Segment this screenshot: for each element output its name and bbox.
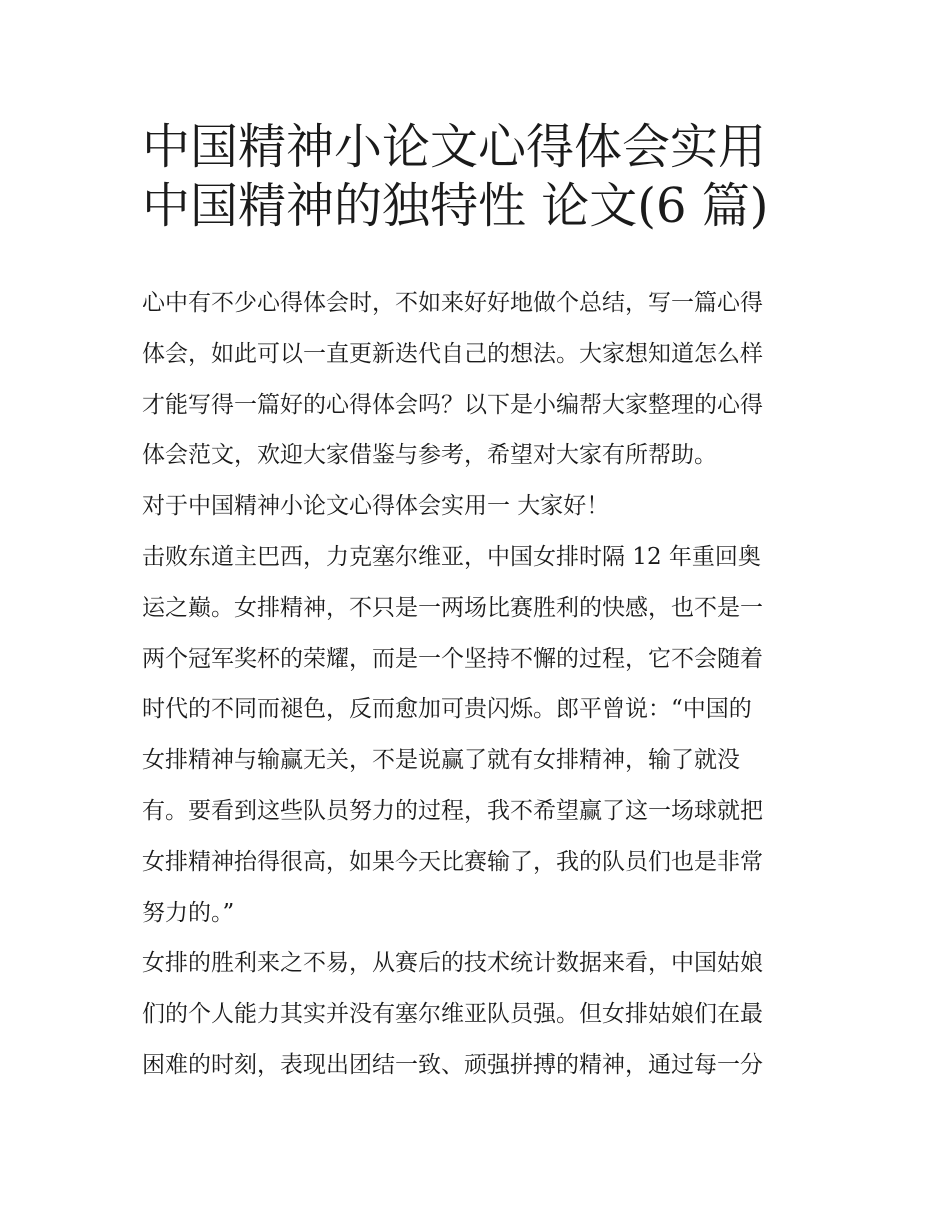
body-line: 运之巅。女排精神，不只是一两场比赛胜利的快感，也不是一 [142, 594, 763, 621]
body-line: 努力的。” [142, 899, 235, 926]
document-body [142, 278, 822, 1091]
body-line: 女排精神抬得很高，如果今天比赛输了，我的队员们也是非常 [142, 848, 763, 875]
section-heading: 对于中国精神小论文心得体会实用一 大家好！ [142, 493, 610, 520]
body-line: 击败东道主巴西，力克塞尔维亚，中国女排时隔 12 年重回奥 [142, 543, 761, 570]
body-line: 女排的胜利来之不易，从赛后的技术统计数据来看，中国姑娘 [142, 950, 763, 977]
body-line: 体会，如此可以一直更新迭代自己的想法。大家想知道怎么样 [142, 340, 763, 367]
body-line: 女排精神与输赢无关，不是说赢了就有女排精神，输了就没 [142, 747, 740, 774]
document-title [142, 118, 842, 236]
body-line: 才能写得一篇好的心得体会吗？以下是小编帮大家整理的心得 [142, 391, 763, 418]
body-line: 们的个人能力其实并没有塞尔维亚队员强。但女排姑娘们在最 [142, 1001, 763, 1028]
title-line-1: 中国精神小论文心得体会实用 [142, 119, 767, 175]
body-line: 时代的不同而褪色，反而愈加可贵闪烁。郎平曾说：“中国的 [142, 696, 752, 723]
body-line: 困难的时刻，表现出团结一致、顽强拼搏的精神，通过每一分 [142, 1051, 763, 1078]
body-line: 心中有不少心得体会时，不如来好好地做个总结，写一篇心得 [142, 290, 763, 316]
body-line: 体会范文，欢迎大家借鉴与参考，希望对大家有所帮助。 [142, 442, 717, 469]
body-line: 两个冠军奖杯的荣耀，而是一个坚持不懈的过程，它不会随着 [142, 645, 763, 672]
title-line-2: 中国精神的独特性 论文(6 篇) [142, 178, 769, 234]
body-line: 有。要看到这些队员努力的过程，我不希望赢了这一场球就把 [142, 797, 763, 824]
